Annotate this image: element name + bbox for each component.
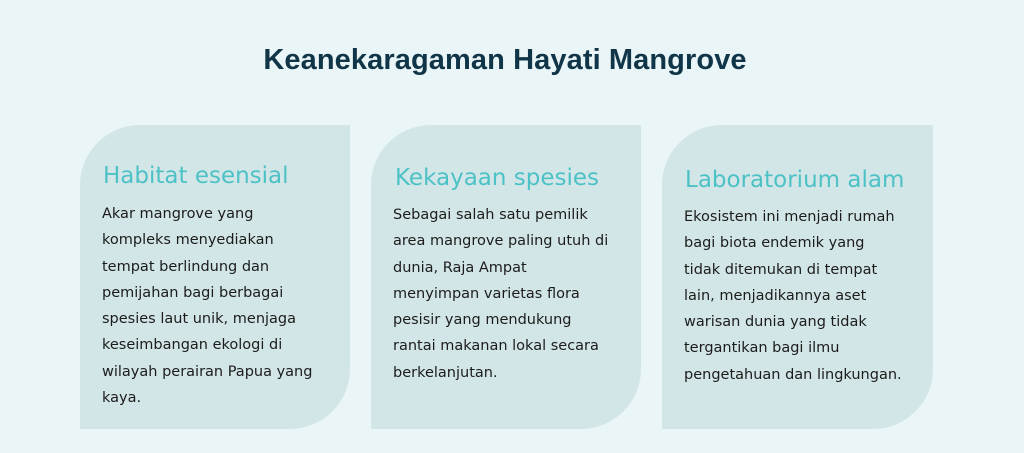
card-heading: Kekayaan spesies — [395, 165, 600, 191]
card-habitat-esensial — [80, 125, 350, 429]
card-kekayaan-spesies — [371, 125, 641, 429]
card-heading: Habitat esensial — [103, 163, 289, 189]
card-laboratorium-alam — [662, 125, 933, 429]
card-text: Sebagai salah satu pemilik area mangrove paling utuh di dunia, Raja Ampat menyimpan varietas flora pesisir yang mendukung rantai makanan lokal secara berkelanjutan. — [393, 207, 609, 381]
page-title: Keanekaragaman Hayati Mangrove — [263, 44, 747, 76]
card-text: Ekosistem ini menjadi rumah bagi biota endemik yang tidak ditemukan di tempat lain, menjadikannya aset warisan dunia yang tidak tergantikan bagi ilmu pengetahuan dan lingkungan. — [684, 209, 902, 383]
card-text: Akar mangrove yang kompleks menyediakan tempat berlindung dan pemijahan bagi berbagai spesies laut unik, menjaga keseimbangan ekologi di wilayah perairan Papua yang kaya. — [102, 206, 313, 407]
card-heading: Laboratorium alam — [685, 167, 905, 193]
